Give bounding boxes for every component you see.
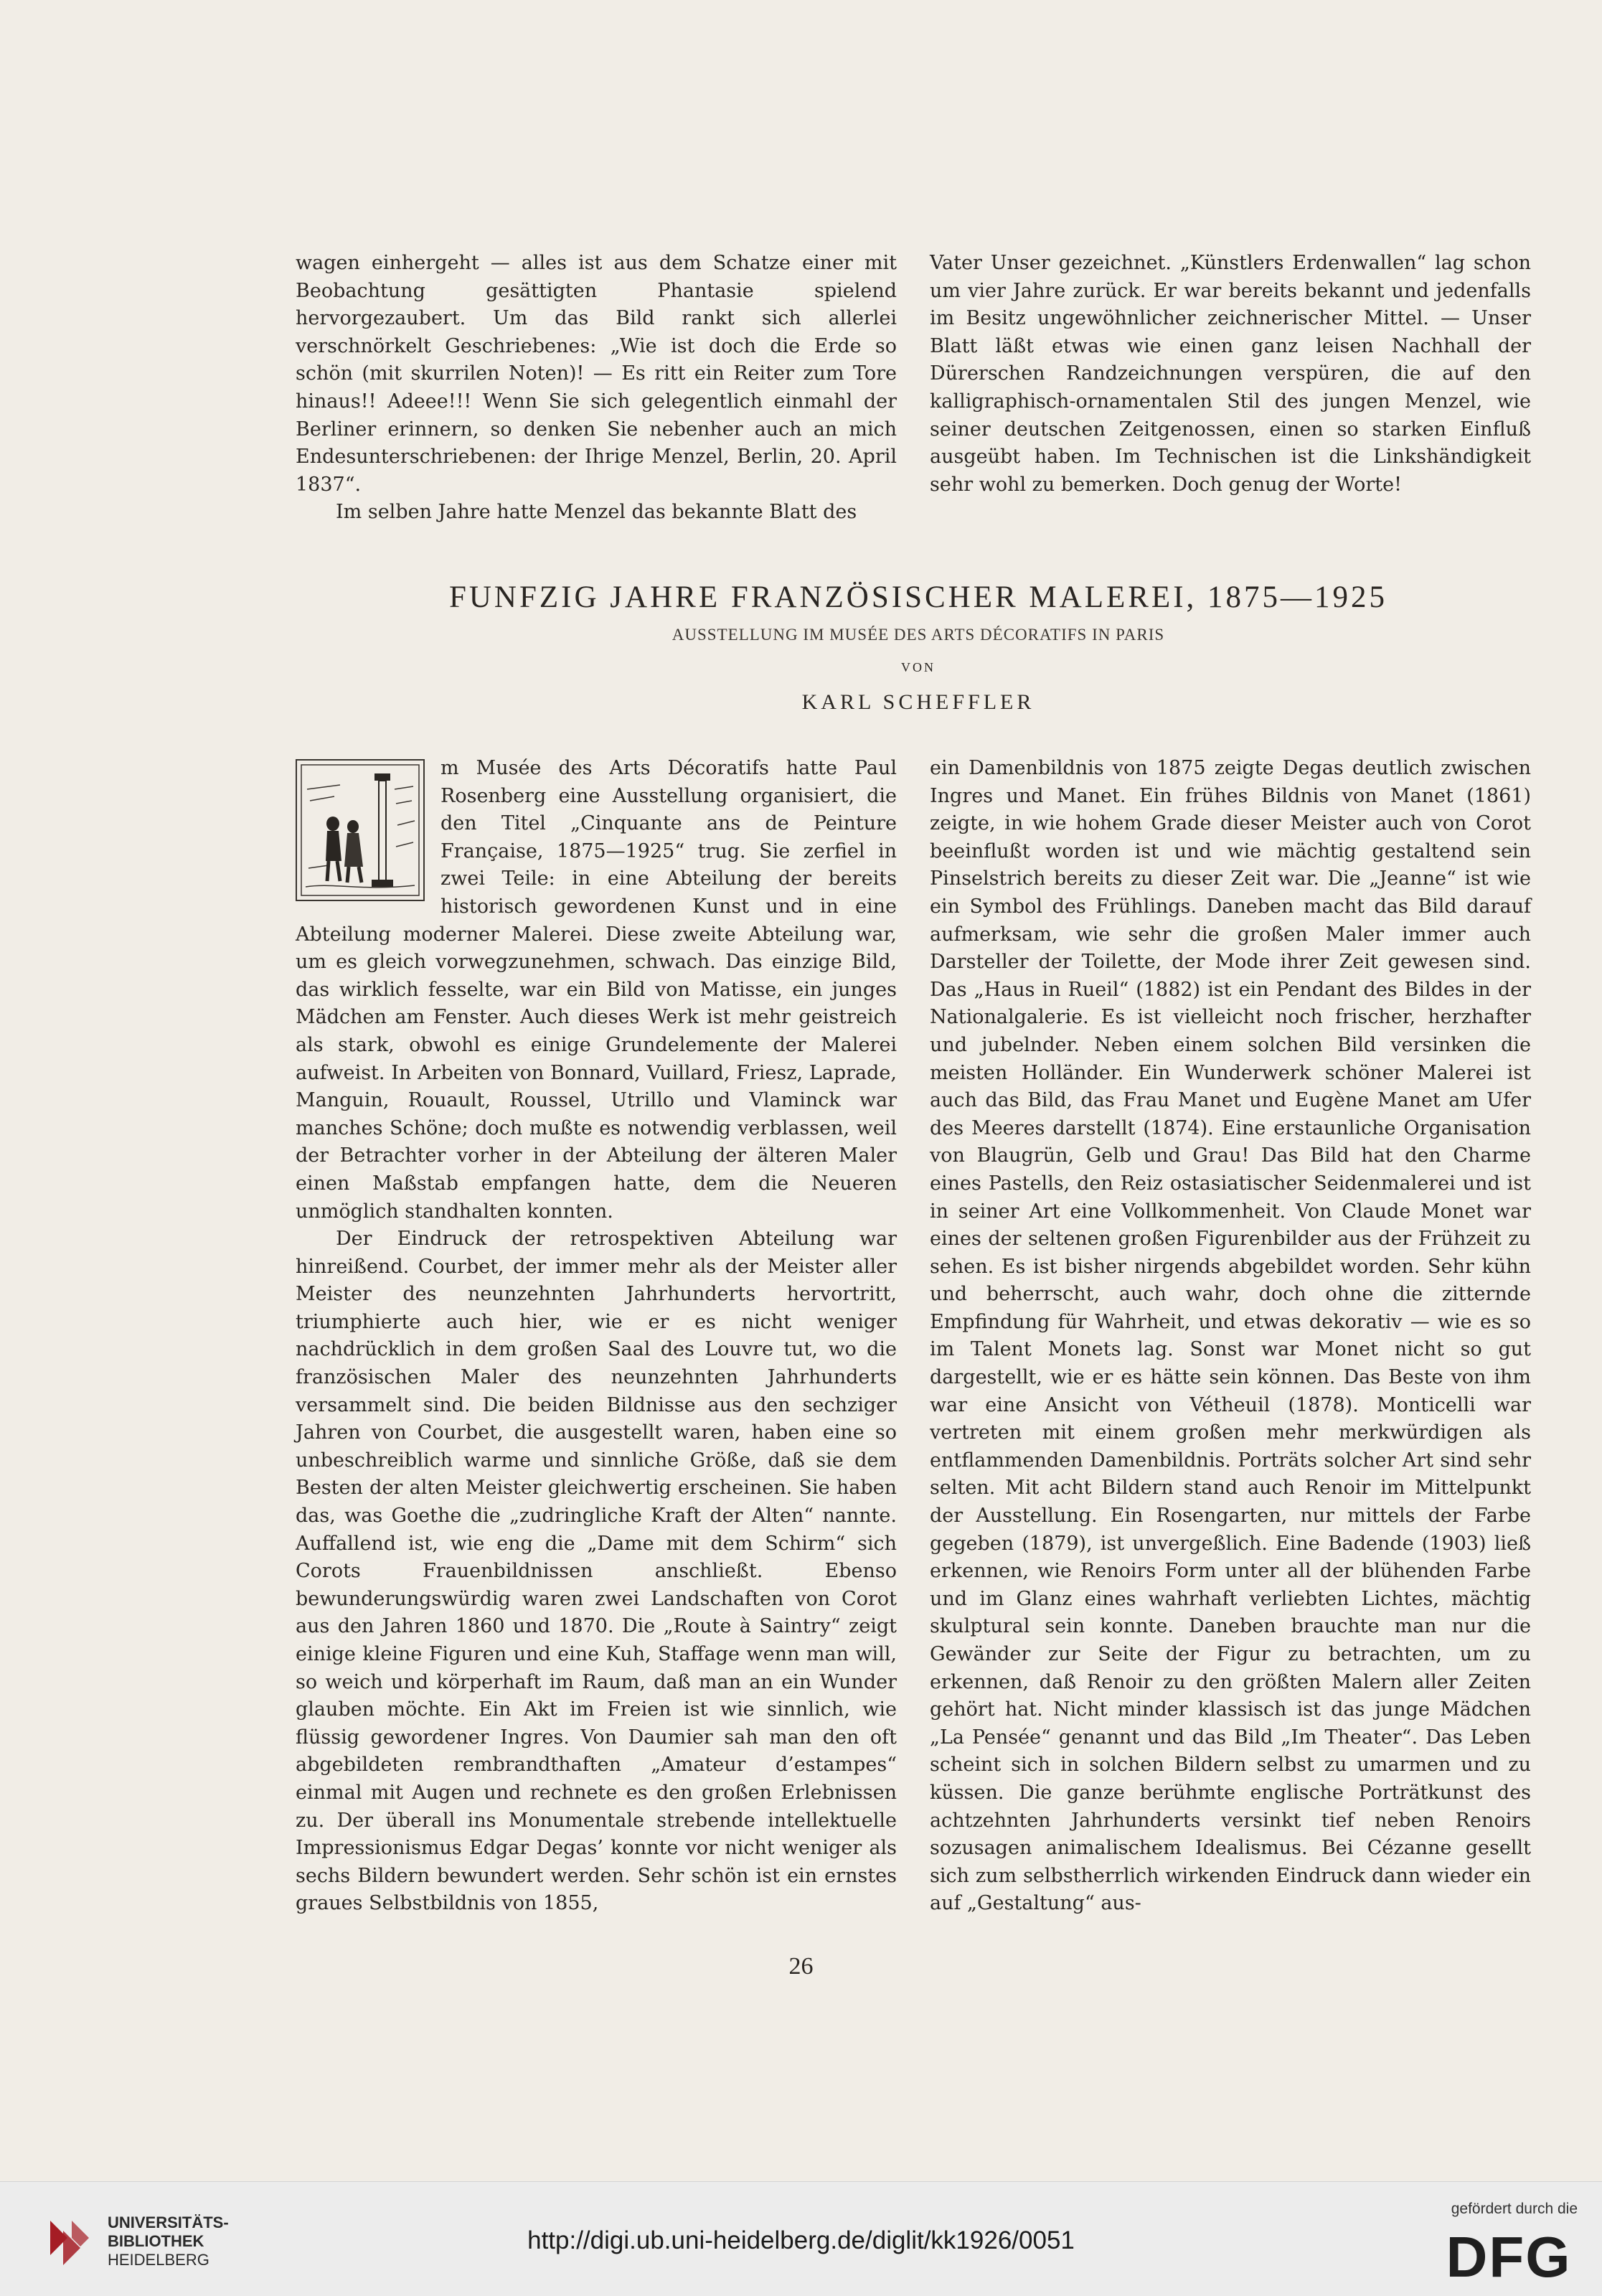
page-number: 26	[788, 1953, 814, 1980]
funding-caption: gefördert durch die	[1451, 2201, 1578, 2217]
paragraph: ein Damenbildnis von 1875 zeigte Degas deutlich zwischen Ingres und Manet. Ein frühes Bildnis von Manet (1861) zeigte, in wie hohem Grade dieser Meister auch von Corot beeinflußt worden ist und wie mächtig gestaltend sein Pinselstrich bereits zu dieser Zeit war. Die „Jeanne“ ist wie ein Symbol des Frühlings. Daneben macht das Bild darauf aufmerksam, wie sehr die großen Maler immer auch Darsteller der Toilette, der Mode ihrer Zeit gewesen sind. Das „Haus in Rueil“ (1882) ist ein Pendant des Bildes in der Nationalgalerie. Es ist vielleicht noch frischer, herzhafter und jubelnder. Neben einem solchen Bild versinken die meisten Holländer. Ein Wunderwerk schöner Malerei ist auch das Bild, das Frau Manet und Eugène Manet am Ufer des Meeres darstellt (1874). Eine erstaunliche Organisation von Blaugrün, Gelb und Grau! Das Bild hat den Charme eines Pastells, den Reiz ostasiatischer Seidenmalerei und ist in seiner Art eine Vollkommenheit. Von Claude Monet war eines der seltenen großen Figurenbilder aus der Frühzeit zu sehen. Es ist bisher nirgends abgebildet worden. Sehr kühn und beherrscht, auch wahr, doch ohne die zitternde Empfindung für Wahrheit, und etwas dekorativ — wie es so im Talent Monets lag. Sonst war Monet nicht so gut dargestellt, wie er es hätte sein können. Das Beste von ihm war eine Ansicht von Vétheuil (1878). Monticelli war vertreten mit einem großen mehr merkwürdigen als entflammenden Damenbildnis. Porträts solcher Art sind sehr selten. Mit acht Bildern stand auch Renoir im Mittelpunkt der Ausstellung. Ein Rosengarten, nur mittels der Farbe gegeben (1879), ist unvergeßlich. Eine Badende (1903) ließ erkennen, wie Renoirs Form unter all der blühenden Farbe und im Glanz eines wahrhaft verliebten Lichtes, mächtig skulptural sein konnte. Daneben brauchte man nur die Gewänder zur Seite der Figur zu betrachten, um zu erkennen, daß Renoir zu den größten Malern aller Zeiten gehört hat. Nicht minder klassisch ist das junge Mädchen „La Pensée“ genannt und das Bild „Im Theater“. Das Leben scheint sich in solchen Bildern selbst zu umarmen und zu küssen. Die ganze berühmte englische Porträtkunst des achtzehnten Jahrhunderts versinkt tief neben Renoirs sozusagen animalischem Idealismus. Bei Cézanne gesellt sich zum selbstherrlich wirkenden Eindruck dann wieder ein auf „Gestaltung“ aus-	[930, 757, 1531, 1915]
body-right-column	[930, 755, 1531, 1918]
top-right-column	[930, 250, 1531, 499]
library-name-line: HEIDELBERG	[108, 2251, 209, 2269]
permalink-url[interactable]: http://digi.ub.uni-heidelberg.de/diglit/kk1926/0051	[527, 2226, 1075, 2254]
paragraph: Vater Unser gezeichnet. „Künstlers Erdenwallen“ lag schon um vier Jahre zurück. Er war bereits bekannt und jedenfalls im Besitz ungewöhnlicher zeichnerischer Mittel. — Unser Blatt läßt etwas wie einen ganz leisen Nachhall der Dürerschen Randzeichnungen verspüren, die auf den kalligraphisch-ornamentalen Stil des jungen Menzel, wie seiner deutschen Zeitgenossen, einen so starken Einfluß ausgeübt haben. Im Technischen ist die Linkshändigkeit sehr wohl zu bemerken. Doch genug der Worte!	[930, 252, 1531, 496]
paragraph: wagen einhergeht — alles ist aus dem Schatze einer mit Beobachtung gesättigten Phantasie spielend hervorgezaubert. Um das Bild rankt sich allerlei verschnörkelt Geschriebenes: „Wie ist doch die Erde so schön (mit skurrilen Noten)! — Es ritt ein Reiter zum Tore hinaus!! Adeee!!! Wenn Sie sich gelegentlich einmahl der Berliner erinnern, so denken Sie nebenher auch an mich Endesunterschriebenen: der Ihrige Menzel, Berlin, 20. April 1837“.	[296, 252, 897, 496]
initial-i-drawing	[297, 761, 423, 900]
body-left-column	[296, 755, 897, 1918]
article-subtitle: AUSSTELLUNG IM MUSÉE DES ARTS DÉCORATIFS IN PARIS	[672, 626, 1165, 644]
dfg-logo-icon	[1437, 2226, 1580, 2284]
top-left-column	[296, 250, 897, 527]
article-title: FUNFZIG JAHRE FRANZÖSISCHER MALEREI, 1875—1925	[448, 580, 1388, 614]
viewer-footer	[0, 2181, 1602, 2296]
paragraph: Der Eindruck der retrospektiven Abteilung war hinreißend. Courbet, der immer mehr als der Meister aller Meister des neunzehnten Jahrhunderts hervortritt, triumphierte auch hier, wie er es nicht weniger nachdrücklich in dem großen Saal des Louvre tut, wo die französischen Maler des neunzehnten Jahrhunderts versammelt sind. Die beiden Bildnisse aus den sechziger Jahren von Courbet, die ausgestellt waren, haben eine so unbeschreiblich warme und sinnliche Größe, daß sie dem Besten der alten Meister gleichwertig erscheinen. Sie haben das, was Goethe die „zudringliche Kraft der Alten“ nannte. Auffallend ist, wie eng die „Dame mit dem Schirm“ sich Corots Frauenbildnissen anschließt. Ebenso bewunderungswürdig waren zwei Landschaften von Corot aus den Jahren 1860 und 1870. Die „Route à Saintry“ zeigt einige kleine Figuren und eine Kuh, Staffage wenn man will, so weich und körperhaft im Raum, daß man an ein Wunder glauben möchte. Ein Akt im Freien ist wie sinnlich, wie flüssig gewordener Ingres. Von Daumier sah man den oft abgebildeten rembrandthaften „Amateur d’estampes“ einmal mit Augen und rechnete es den großen Erlebnissen zu. Der überall ins Monumentale strebende intellektuelle Impressionismus Edgar Degas’ konnte vor nicht weniger als sechs Bildern bewundert werden. Sehr schön ist ein ernstes graues Selbstbildnis von 1855,	[296, 1228, 897, 1915]
library-name-line: BIBLIOTHEK	[108, 2232, 204, 2250]
paragraph: m Musée des Arts Décoratifs hatte Paul Rosenberg eine Ausstellung organisiert, die den Titel „Cinquante ans de Peinture Française, 1875—1925“ trug. Sie zerfiel in zwei Teile: in eine Abteilung der bereits historisch gewordenen Kunst und in eine Abteilung moderner Malerei. Diese zweite Abteilung war, um es gleich vorwegzunehmen, schwach. Das einzige Bild, das wirklich fesselte, war ein Bild von Matisse, ein junges Mädchen am Fenster. Auch dieses Werk ist mehr geistreich als stark, obwohl es einige Grundelemente der Malerei aufweist. In Arbeiten von Bonnard, Vuillard, Friesz, Laprade, Manguin, Rouault, Roussel, Utrillo und Vlaminck war manches Schöne; doch mußte es notwendig verblassen, weil der Betrachter vorher in der Abteilung der älteren Maler einen Maßstab empfangen hatte, dem die Neueren unmöglich standhalten konnten.	[296, 757, 897, 1223]
decorated-initial-illustration	[296, 759, 425, 901]
library-name-line: UNIVERSITÄTS-	[108, 2213, 229, 2231]
paragraph: Im selben Jahre hatte Menzel das bekannte Blatt des	[336, 501, 857, 524]
dfg-logo-text: DFG	[1446, 2226, 1572, 2284]
article-author: KARL SCHEFFLER	[801, 690, 1035, 714]
article-byline-prefix: VON	[901, 660, 936, 674]
